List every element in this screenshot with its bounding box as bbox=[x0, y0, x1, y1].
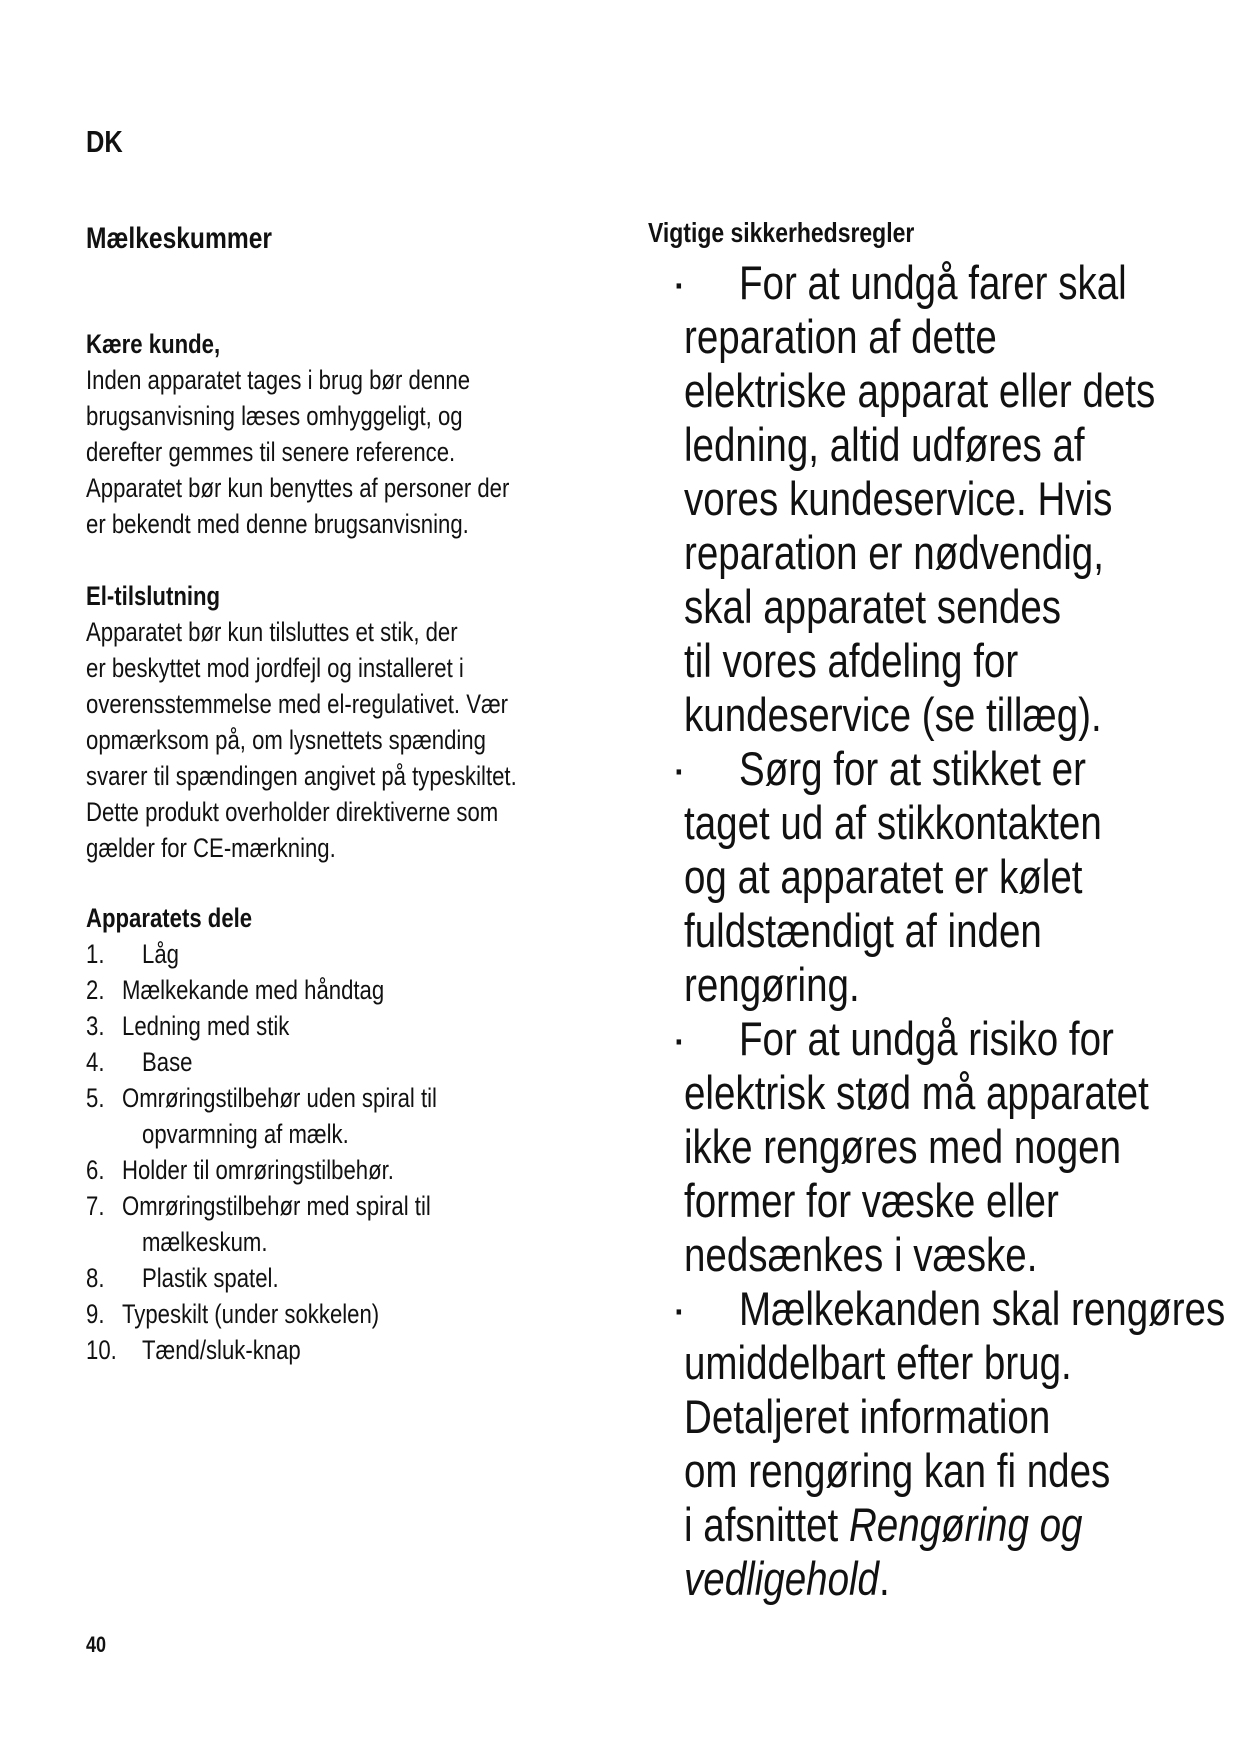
item-number: 5. bbox=[86, 1083, 105, 1113]
electrical-section bbox=[86, 578, 517, 866]
text-segment: reparation af dette bbox=[684, 310, 997, 363]
text-segment: nedsænkes i væske. bbox=[684, 1228, 1038, 1281]
safety-line bbox=[684, 1228, 1241, 1282]
parts-heading-text: Apparatets dele bbox=[86, 903, 253, 933]
item-number: 8. bbox=[86, 1263, 105, 1293]
parts-list-item bbox=[86, 1296, 586, 1332]
text-segment: i afsnittet bbox=[684, 1498, 849, 1551]
text-segment: For at undgå farer skal bbox=[739, 256, 1127, 309]
electrical-line bbox=[86, 758, 517, 794]
safety-line bbox=[684, 310, 1241, 364]
text-segment: Mælkekanden skal rengøres bbox=[739, 1282, 1226, 1335]
safety-line bbox=[671, 256, 1241, 310]
parts-list-item bbox=[86, 1188, 586, 1224]
item-text: Ledning med stik bbox=[122, 1011, 290, 1041]
safety-line bbox=[684, 1174, 1241, 1228]
safety-heading bbox=[648, 216, 914, 250]
safety-line-text bbox=[684, 526, 1104, 580]
greeting-section bbox=[86, 326, 509, 542]
safety-line bbox=[684, 796, 1241, 850]
parts-list-item bbox=[86, 1008, 586, 1044]
parts-list-item bbox=[86, 972, 586, 1008]
text-segment: former for væske eller bbox=[684, 1174, 1059, 1227]
electrical-line bbox=[86, 794, 517, 830]
item-text: Mælkekande med håndtag bbox=[122, 975, 385, 1005]
safety-line-text bbox=[684, 1390, 1050, 1444]
electrical-line-text: gælder for CE-mærkning. bbox=[86, 833, 336, 863]
safety-line bbox=[684, 364, 1241, 418]
italic-text: vedligehold bbox=[684, 1552, 880, 1605]
item-text: Tænd/sluk-knap bbox=[142, 1335, 301, 1365]
safety-line bbox=[684, 850, 1241, 904]
electrical-line-text: svarer til spændingen angivet på typeskiltet. bbox=[86, 761, 517, 791]
text-segment: og at apparatet er kølet bbox=[684, 850, 1083, 903]
parts-list-item bbox=[86, 1116, 586, 1152]
parts-list-item bbox=[86, 1332, 586, 1368]
safety-line bbox=[684, 634, 1241, 688]
parts-list-item bbox=[86, 1080, 586, 1116]
electrical-line bbox=[86, 686, 517, 722]
electrical-line bbox=[86, 722, 517, 758]
item-number: 3. bbox=[86, 1011, 105, 1041]
parts-list-item bbox=[86, 1044, 586, 1080]
item-number: 10. bbox=[86, 1335, 117, 1365]
safety-line-text bbox=[684, 418, 1085, 472]
safety-line-text bbox=[684, 580, 1061, 634]
greeting-line-text: Apparatet bør kun benyttes af personer der bbox=[86, 473, 510, 503]
safety-line bbox=[684, 418, 1241, 472]
safety-line-text bbox=[684, 1066, 1149, 1120]
italic-text: Rengøring og bbox=[848, 1498, 1083, 1551]
safety-line-text bbox=[684, 1228, 1037, 1282]
electrical-line-text: overensstemmelse med el-regulativet. Vær bbox=[86, 689, 509, 719]
text-segment: . bbox=[879, 1552, 890, 1605]
electrical-line-text: opmærksom på, om lysnettets spænding bbox=[86, 725, 486, 755]
item-text: Holder til omrøringstilbehør. bbox=[122, 1155, 394, 1185]
electrical-line bbox=[86, 614, 517, 650]
greeting-heading-text: Kære kunde, bbox=[86, 329, 221, 359]
text-segment: fuldstændigt af inden bbox=[684, 904, 1042, 957]
page-title-text: Mælkeskummer bbox=[86, 222, 272, 255]
page-number-text: 40 bbox=[86, 1632, 107, 1657]
safety-line-text bbox=[684, 904, 1042, 958]
text-segment: umiddelbart efter brug. bbox=[684, 1336, 1072, 1389]
item-text: Omrøringstilbehør med spiral til bbox=[122, 1191, 431, 1221]
safety-line bbox=[684, 1444, 1241, 1498]
item-text: Typeskilt (under sokkelen) bbox=[122, 1299, 380, 1329]
text-segment: vores kundeservice. Hvis bbox=[684, 472, 1113, 525]
text-segment: ledning, altid udføres af bbox=[684, 418, 1085, 471]
item-number: 7. bbox=[86, 1191, 105, 1221]
safety-line-text bbox=[739, 742, 1086, 796]
safety-line-text bbox=[684, 1498, 1082, 1552]
item-number: 6. bbox=[86, 1155, 105, 1185]
item-text: opvarmning af mælk. bbox=[142, 1119, 349, 1149]
safety-bullets bbox=[671, 256, 1241, 1606]
safety-line bbox=[684, 688, 1241, 742]
safety-line bbox=[671, 1282, 1241, 1336]
parts-heading bbox=[86, 900, 586, 936]
item-number: 1. bbox=[86, 939, 105, 969]
parts-list-item bbox=[86, 936, 586, 972]
text-segment: Sørg for at stikket er bbox=[739, 742, 1086, 795]
text-segment: elektrisk stød må apparatet bbox=[684, 1066, 1149, 1119]
parts-section bbox=[86, 900, 586, 1368]
bullet-icon: · bbox=[671, 1282, 687, 1335]
item-number: 2. bbox=[86, 975, 105, 1005]
greeting-line bbox=[86, 398, 509, 434]
safety-line-text bbox=[684, 796, 1102, 850]
page-number bbox=[86, 1632, 106, 1658]
safety-line-text bbox=[684, 1120, 1121, 1174]
language-code-text: DK bbox=[86, 124, 123, 159]
safety-line bbox=[684, 526, 1241, 580]
greeting-line bbox=[86, 470, 509, 506]
safety-line-text bbox=[684, 634, 1018, 688]
safety-line bbox=[684, 1336, 1241, 1390]
parts-list-item bbox=[86, 1260, 586, 1296]
safety-line-text bbox=[739, 1012, 1114, 1066]
text-segment: til vores afdeling for bbox=[684, 634, 1019, 687]
greeting-line bbox=[86, 434, 509, 470]
page-title bbox=[86, 222, 272, 256]
greeting-line bbox=[86, 362, 509, 398]
safety-line-text bbox=[739, 1282, 1225, 1336]
electrical-heading bbox=[86, 578, 517, 614]
item-number: 9. bbox=[86, 1299, 105, 1329]
text-segment: skal apparatet sendes bbox=[684, 580, 1062, 633]
text-segment: For at undgå risiko for bbox=[739, 1012, 1114, 1065]
electrical-heading-text: El-tilslutning bbox=[86, 581, 221, 611]
greeting-line bbox=[86, 506, 509, 542]
safety-line-text bbox=[684, 688, 1102, 742]
greeting-line-text: er bekendt med denne brugsanvisning. bbox=[86, 509, 469, 539]
safety-line-text bbox=[684, 1444, 1110, 1498]
safety-line bbox=[671, 1012, 1241, 1066]
text-segment: kundeservice (se tillæg). bbox=[684, 688, 1102, 741]
text-segment: taget ud af stikkontakten bbox=[684, 796, 1102, 849]
safety-line bbox=[684, 1120, 1241, 1174]
text-segment: Detaljeret information bbox=[684, 1390, 1051, 1443]
item-text: Plastik spatel. bbox=[142, 1263, 279, 1293]
item-text: Omrøringstilbehør uden spiral til bbox=[122, 1083, 437, 1113]
safety-line-text bbox=[684, 364, 1155, 418]
safety-line bbox=[684, 904, 1241, 958]
greeting-line-text: derefter gemmes til senere reference. bbox=[86, 437, 456, 467]
bullet-icon: · bbox=[671, 1012, 687, 1065]
greeting-line-text: Inden apparatet tages i brug bør denne bbox=[86, 365, 471, 395]
text-segment: om rengøring kan fi ndes bbox=[684, 1444, 1111, 1497]
electrical-line-text: Dette produkt overholder direktiverne som bbox=[86, 797, 499, 827]
safety-line bbox=[671, 742, 1241, 796]
safety-line-text bbox=[684, 310, 997, 364]
bullet-icon: · bbox=[671, 742, 687, 795]
safety-line bbox=[684, 1066, 1241, 1120]
electrical-line bbox=[86, 650, 517, 686]
electrical-line-text: Apparatet bør kun tilsluttes et stik, der bbox=[86, 617, 458, 647]
item-text: mælkeskum. bbox=[142, 1227, 268, 1257]
safety-line bbox=[684, 958, 1241, 1012]
safety-line bbox=[684, 1390, 1241, 1444]
language-code bbox=[86, 124, 123, 160]
safety-line bbox=[684, 472, 1241, 526]
text-segment: elektriske apparat eller dets bbox=[684, 364, 1156, 417]
safety-line bbox=[684, 1498, 1241, 1552]
parts-list-item bbox=[86, 1152, 586, 1188]
safety-line-text bbox=[684, 958, 860, 1012]
greeting-line-text: brugsanvisning læses omhyggeligt, og bbox=[86, 401, 463, 431]
safety-heading-text: Vigtige sikkerhedsregler bbox=[648, 217, 915, 248]
electrical-line-text: er beskyttet mod jordfejl og installeret i bbox=[86, 653, 464, 683]
safety-line-text bbox=[684, 1552, 890, 1606]
safety-line-text bbox=[684, 472, 1112, 526]
safety-line bbox=[684, 1552, 1241, 1606]
item-text: Låg bbox=[142, 939, 179, 969]
bullet-icon: · bbox=[671, 256, 687, 309]
text-segment: ikke rengøres med nogen bbox=[684, 1120, 1122, 1173]
electrical-line bbox=[86, 830, 517, 866]
text-segment: reparation er nødvendig, bbox=[684, 526, 1104, 579]
text-segment: rengøring. bbox=[684, 958, 860, 1011]
item-number: 4. bbox=[86, 1047, 105, 1077]
safety-line-text bbox=[684, 850, 1082, 904]
parts-list-item bbox=[86, 1224, 586, 1260]
safety-line-text bbox=[684, 1174, 1059, 1228]
item-text: Base bbox=[142, 1047, 193, 1077]
greeting-heading bbox=[86, 326, 509, 362]
safety-line bbox=[684, 580, 1241, 634]
safety-line-text bbox=[684, 1336, 1072, 1390]
safety-line-text bbox=[739, 256, 1127, 310]
